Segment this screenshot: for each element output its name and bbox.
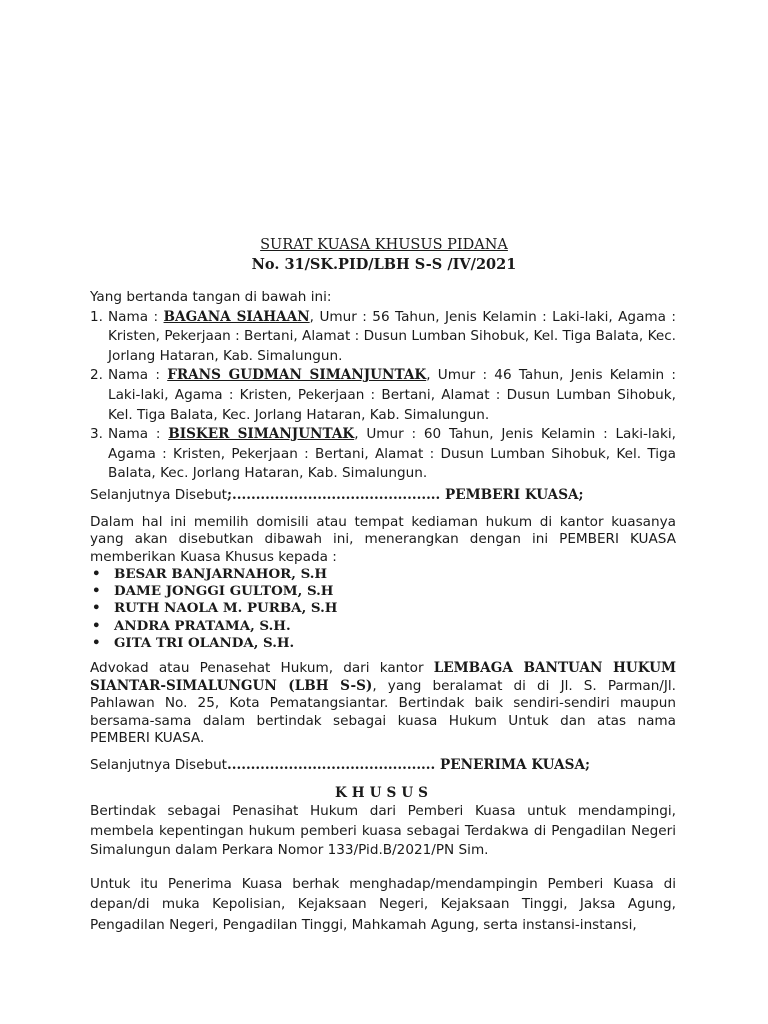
grantor-prefix: Nama :	[108, 426, 169, 443]
domicile-paragraph	[90, 514, 676, 566]
grantor-item	[90, 308, 676, 367]
khusus-text: Bertindak sebagai Penasihat Hukum dari Pemberi Kuasa untuk mendampingi, membela kepentingan hukum pemberi kuasa sebagai Terdakwa di Pengadilan Negeri Simalungun dalam Perkara Nomor 133/Pid.B/2021/PN Sim.	[90, 803, 676, 859]
penerima-prefix: Selanjutnya Disebut	[90, 757, 228, 773]
lawyer-item: • BESAR BANJARNAHOR, S.H	[90, 566, 676, 583]
grantor-details: , Umur : 60 Tahun, Jenis Kelamin : Laki-laki, Agama : Kristen, Pekerjaan : Bertani, Alamat : Dusun Lumban Sihobuk, Kel. Tiga Balata, Kec. Jorlang Hataran, Kab. Simalungun.	[108, 426, 676, 482]
pemberi-kuasa-line	[90, 486, 676, 506]
grantor-number: 3.	[90, 426, 103, 443]
advocate-after: , yang beralamat di di Jl. S. Parman/Jl. Pahlawan No. 25, Kota Pematangsiantar. Bertindak baik sendiri-sendiri maupun bersama-sama dalam bertindak sebagai kuasa Hukum Untuk dan atas nama PEMBERI KUASA.	[90, 677, 676, 747]
penerima-label: PENERIMA KUASA;	[435, 757, 591, 773]
lawyers-section	[90, 566, 676, 652]
document-number: No. 31/SK.PID/LBH S-S /IV/2021	[251, 256, 517, 273]
grantor-number: 1.	[90, 308, 103, 325]
khusus-paragraph	[90, 802, 676, 861]
lawyer-item: • GITA TRI OLANDA, S.H.	[90, 635, 676, 652]
grantor-prefix: Nama :	[108, 367, 168, 384]
lawyer-item: • DAME JONGGI GULTOM, S.H	[90, 583, 676, 600]
pemberi-prefix: Selanjutnya Disebut	[90, 487, 228, 503]
lawyer-item: • ANDRA PRATAMA, S.H.	[90, 618, 676, 635]
advocate-before: Advokad atau Penasehat Hukum, dari kantor	[90, 660, 434, 676]
pemberi-label: PEMBERI KUASA;	[440, 487, 584, 503]
advocate-text	[90, 660, 676, 748]
grantor-list	[90, 308, 676, 484]
document-title: SURAT KUASA KHUSUS PIDANA	[260, 237, 508, 253]
intro-text: Yang bertanda tangan di bawah ini:	[90, 289, 332, 305]
lawyer-list	[90, 566, 676, 652]
grantor-number: 2.	[90, 367, 103, 384]
penerima-dots: ............................................	[227, 757, 436, 773]
penerima-kuasa-line	[90, 756, 676, 776]
grantors-section	[90, 288, 676, 484]
domicile-text: Dalam hal ini memilih domisili atau tempat kediaman hukum di kantor kuasanya yang akan disebutkan dibawah ini, menerangkan dengan ini PEMBERI KUASA memberikan Kuasa Khusus kepada :	[90, 514, 676, 565]
untuk-paragraph	[90, 874, 676, 935]
advocate-org: LEMBAGA BANTUAN HUKUM SIANTAR-SIMALUNGUN (LBH S-S)	[90, 660, 676, 694]
pemberi-dots: ;............................................	[227, 487, 441, 503]
header	[0, 236, 768, 274]
lawyer-item: • RUTH NAOLA M. PURBA, S.H	[90, 600, 676, 617]
khusus-heading: KHUSUS	[334, 785, 433, 801]
grantor-item	[90, 366, 676, 425]
grantor-details: , Umur : 56 Tahun, Jenis Kelamin : Laki-laki, Agama : Kristen, Pekerjaan : Bertani, Alamat : Dusun Lumban Sihobuk, Kel. Tiga Balata, Kec. Jorlang Hataran, Kab. Simalungun.	[108, 308, 676, 364]
grantor-prefix: Nama :	[108, 308, 164, 325]
advocate-paragraph	[90, 660, 676, 748]
grantor-item	[90, 425, 676, 484]
grantor-name: BISKER SIMANJUNTAK	[168, 426, 355, 443]
grantor-details: , Umur : 46 Tahun, Jenis Kelamin : Laki-laki, Agama : Kristen, Pekerjaan : Bertani, Alamat : Dusun Lumban Sihobuk, Kel. Tiga Balata, Kec. Jorlang Hataran, Kab. Simalungun.	[108, 367, 676, 423]
untuk-text: Untuk itu Penerima Kuasa berhak menghadap/mendampingin Pemberi Kuasa di depan/di muka Kepolisian, Kejaksaan Negeri, Kejaksaan Tinggi, Jaksa Agung, Pengadilan Negeri, Pengadilan Tinggi, Mahkamah Agung, serta instansi-instansi,	[90, 876, 676, 933]
grantor-name: FRANS GUDMAN SIMANJUNTAK	[167, 367, 427, 384]
grantor-name: BAGANA SIAHAAN	[163, 308, 310, 325]
